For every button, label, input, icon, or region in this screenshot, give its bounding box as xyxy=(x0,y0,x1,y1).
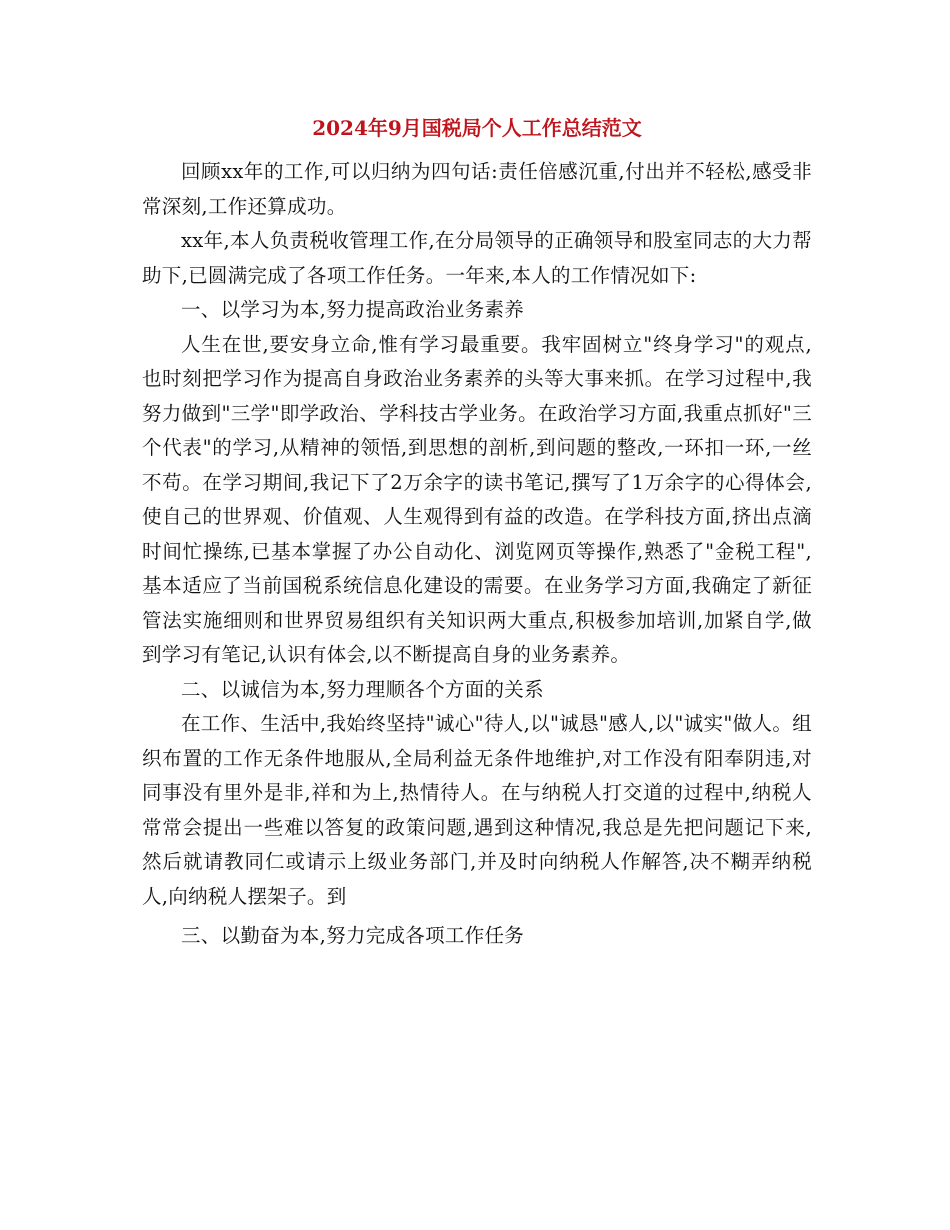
section-2-heading: 二、以诚信为本,努力理顺各个方面的关系 xyxy=(181,677,544,701)
intro-paragraph: 回顾xx年的工作,可以归纳为四句话:责任倍感沉重,付出并不轻松,感受非常深刻,工作还算成功。 xyxy=(142,160,812,218)
document-page xyxy=(142,112,812,954)
document-title: 2024年9月国税局个人工作总结范文 xyxy=(312,116,642,140)
section-1-body: 人生在世,要安身立命,惟有学习最重要。我牢固树立"终身学习"的观点,也时刻把学习作为提高自身政治业务素养的头等大事来抓。在学习过程中,我努力做到"三学"即学政治、学科技古学业务。在政治学习方面,我重点抓好"三个代表"的学习,从精神的领悟,到思想的剖析,到问题的整改,一环扣一环,一丝不苟。在学习期间,我记下了2万余字的读书笔记,撰写了1万余字的心得体会,使自己的世界观、价值观、人生观得到有益的改造。在学科技方面,挤出点滴时间忙操练,已基本掌握了办公自动化、浏览网页等操作,熟悉了"金税工程",基本适应了当前国税系统信息化建设的需要。在业务学习方面,我确定了新征管法实施细则和世界贸易组织有关知识两大重点,积极参加培训,加紧自学,做到学习有笔记,认识有体会,以不断提高自身的业务素养。 xyxy=(142,332,812,666)
section-3-heading: 三、以勤奋为本,努力完成各项工作任务 xyxy=(181,924,525,947)
section-1-heading: 一、以学习为本,努力提高政治业务素养 xyxy=(181,298,525,321)
summary-paragraph: xx年,本人负责税收管理工作,在分局领导的正确领导和股室同志的大力帮助下,已圆满完成了各项工作任务。一年来,本人的工作情况如下: xyxy=(142,229,812,287)
section-2-body: 在工作、生活中,我始终坚持"诚心"待人,以"诚恳"感人,以"诚实"做人。组织布置的工作无条件地服从,全局利益无条件地维护,对工作没有阳奉阴违,对同事没有里外是非,祥和为上,热情待人。在与纳税人打交道的过程中,纳税人常常会提出一些难以答复的政策问题,遇到这种情况,我总是先把问题记下来,然后就请教同仁或请示上级业务部门,并及时向纳税人作解答,决不糊弄纳税人,向纳税人摆架子。到 xyxy=(142,712,812,908)
